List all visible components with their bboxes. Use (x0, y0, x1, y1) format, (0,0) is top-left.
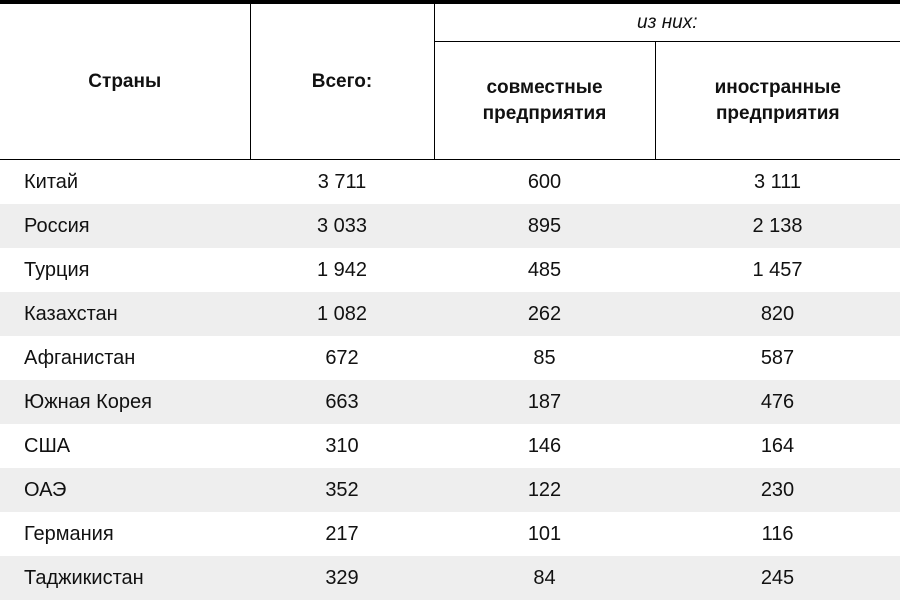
table-row (0, 160, 900, 205)
table-row (0, 204, 900, 248)
total-cell: 217 (325, 522, 359, 545)
country-cell: Афганистан (24, 346, 136, 369)
joint-cell: 122 (434, 468, 655, 512)
country-cell: Таджикистан (0, 556, 250, 600)
foreign-cell: 164 (760, 434, 795, 457)
country-cell: ОАЭ (0, 468, 250, 512)
foreign-cell: 245 (655, 556, 900, 600)
joint-cell: 101 (527, 522, 562, 545)
table-row (0, 424, 900, 468)
table-row (0, 336, 900, 380)
total-cell: 3 033 (250, 204, 434, 248)
total-cell: 310 (325, 434, 359, 457)
table-row (0, 556, 900, 600)
header-of-which: из них: (434, 2, 900, 42)
country-cell: Казахстан (0, 292, 250, 336)
header-total: Всего: (250, 2, 434, 160)
table-row (0, 380, 900, 424)
country-cell: США (24, 434, 71, 457)
foreign-cell: 2 138 (655, 204, 900, 248)
table-row (0, 512, 900, 556)
total-cell: 1 942 (316, 258, 368, 281)
country-cell: Россия (0, 204, 250, 248)
joint-cell: 187 (434, 380, 655, 424)
header-foreign-enterprises: иностранные предприятия (655, 42, 900, 160)
foreign-cell: 230 (655, 468, 900, 512)
foreign-cell: 116 (761, 522, 794, 545)
total-cell: 1 082 (250, 292, 434, 336)
header-joint-ventures: совместные предприятия (434, 42, 655, 160)
joint-cell: 84 (434, 556, 655, 600)
joint-cell: 262 (434, 292, 655, 336)
country-cell: Южная Корея (0, 380, 250, 424)
total-cell: 672 (325, 346, 359, 369)
country-cell: Китай (24, 170, 79, 193)
table-row (0, 248, 900, 292)
joint-cell: 146 (527, 434, 562, 457)
joint-cell: 485 (527, 258, 562, 281)
joint-cell: 600 (527, 170, 562, 193)
joint-cell: 895 (434, 204, 655, 248)
table-row (0, 468, 900, 512)
table-header (0, 2, 900, 160)
foreign-cell: 820 (655, 292, 900, 336)
joint-cell: 85 (533, 346, 556, 369)
table-row (0, 292, 900, 336)
total-cell: 3 711 (317, 170, 367, 193)
country-cell: Турция (24, 258, 90, 281)
total-cell: 352 (250, 468, 434, 512)
table-body (0, 160, 900, 601)
foreign-cell: 476 (655, 380, 900, 424)
foreign-cell: 3 111 (753, 170, 802, 193)
header-countries: Страны (0, 2, 250, 160)
total-cell: 663 (250, 380, 434, 424)
total-cell: 329 (250, 556, 434, 600)
foreign-cell: 1 457 (752, 258, 803, 281)
country-cell: Германия (24, 522, 114, 545)
foreign-cell: 587 (760, 346, 795, 369)
